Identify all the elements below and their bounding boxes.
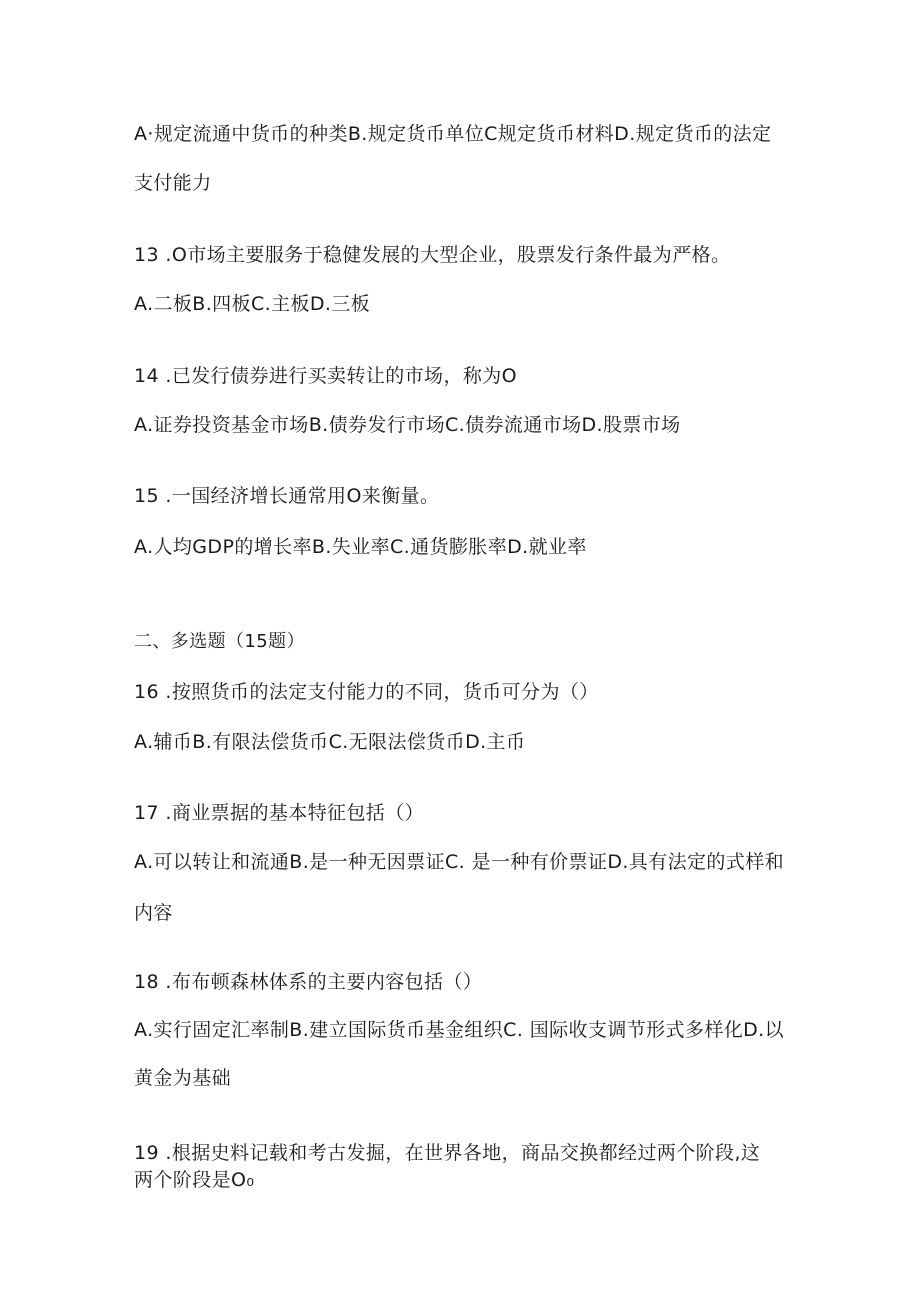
q15-question: 15 .一国经济增长通常用O来衡量。	[134, 485, 440, 507]
q15-options: A.人均GDP的增长率B.失业率C.通货膨胀率D.就业率	[134, 536, 587, 558]
q19-question-line1: 19 .根据史料记载和考古发掘，在世界各地，商品交换都经过两个阶段,这	[134, 1142, 761, 1164]
q18-options-line2: 黄金为基础	[134, 1067, 232, 1089]
q14-options: A.证券投资基金市场B.债券发行市场C.债券流通市场D.股票市场	[134, 414, 681, 436]
section-heading-multiple-choice: 二、多选题（15题）	[134, 631, 305, 652]
q17-question: 17 .商业票据的基本特征包括（）	[134, 802, 425, 824]
q17-options-line2: 内容	[134, 902, 173, 924]
q12-options-line2: 支付能力	[134, 172, 212, 194]
q16-question: 16 .按照货币的法定支付能力的不同，货币可分为（）	[134, 681, 599, 703]
q18-options-line1: A.实行固定汇率制B.建立国际货币基金组织C. 国际收支调节形式多样化D.以	[134, 1019, 784, 1041]
q14-question: 14 .已发行债券进行买卖转让的市场，称为O	[134, 365, 518, 387]
q13-options: A.二板B.四板C.主板D.三板	[134, 293, 371, 315]
q13-question: 13 .O市场主要服务于稳健发展的大型企业，股票发行条件最为严格。	[134, 244, 731, 266]
q18-question: 18 .布布顿森林体系的主要内容包括（）	[134, 971, 483, 993]
q16-options: A.辅币B.有限法偿货币C.无限法偿货币D.主币	[134, 731, 526, 753]
q17-options-line1: A.可以转让和流通B.是一种无因票证C. 是一种有价票证D.具有法定的式样和	[134, 851, 784, 873]
q12-options-line1: A·规定流通中货币的种类B.规定货币单位C规定货币材料D.规定货币的法定	[134, 123, 772, 145]
q19-question-line2: 两个阶段是O₀	[134, 1169, 255, 1191]
